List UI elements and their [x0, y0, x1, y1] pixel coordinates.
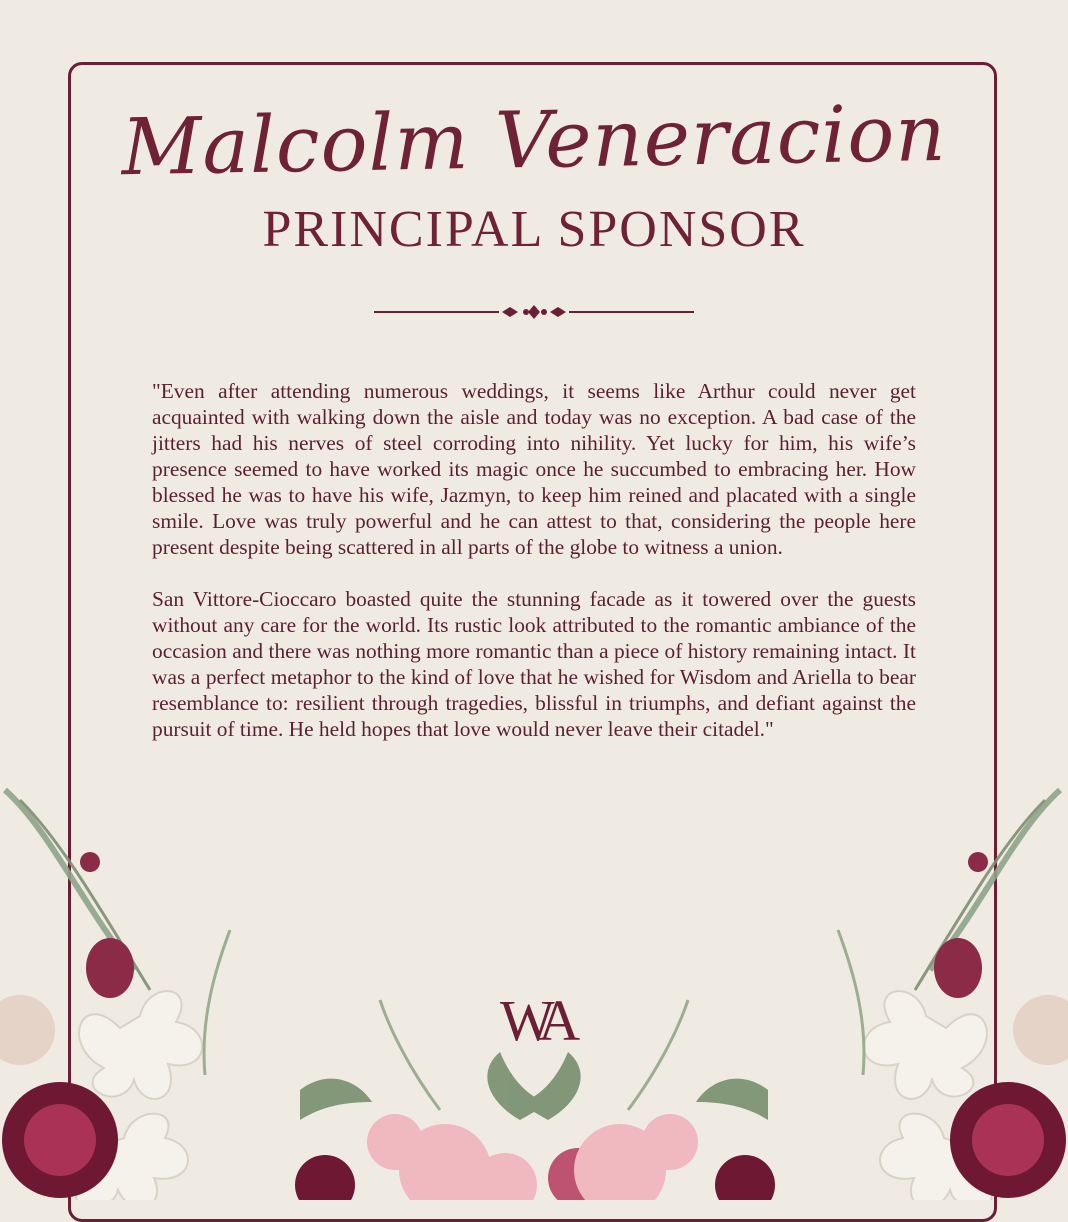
monogram-text: WA — [499, 988, 571, 1053]
message-paragraph-1: "Even after attending numerous weddings, it seems like Arthur could never get acquainted with walking down the aisle and today was no exception. A bad case of the jitters had his nerves of steel corroding into nihility. Yet lucky for him, his wife’s presence seemed to have worked its magic once he succumbed to embracing her. How blessed he was to have his wife, Jazmyn, to keep him reined and placated with a single smile. Love was truly powerful and he can attest to that, considering the people here present despite being scattered in all parts of the globe to witness a union. — [152, 379, 916, 559]
sponsor-message — [152, 378, 916, 768]
ornamental-divider-icon — [374, 302, 694, 322]
message-paragraph-2: San Vittore-Cioccaro boasted quite the stunning facade as it towered over the guests without any care for the world. Its rustic look attributed to the romantic ambiance of the occasion and there was nothing more romantic than a piece of history remaining intact. It was a perfect metaphor to the kind of love that he wished for Wisdom and Ariella to bear resemblance to: resilient through tragedies, blissful in triumphs, and defiant against the pursuit of time. He held hopes that love would never leave their citadel." — [152, 587, 916, 741]
sponsor-name: Malcolm Veneracion — [120, 88, 948, 194]
sponsor-role: PRINCIPAL SPONSOR — [262, 201, 806, 258]
floral-border-icon — [0, 760, 1068, 1200]
monogram-logo — [493, 990, 577, 1052]
